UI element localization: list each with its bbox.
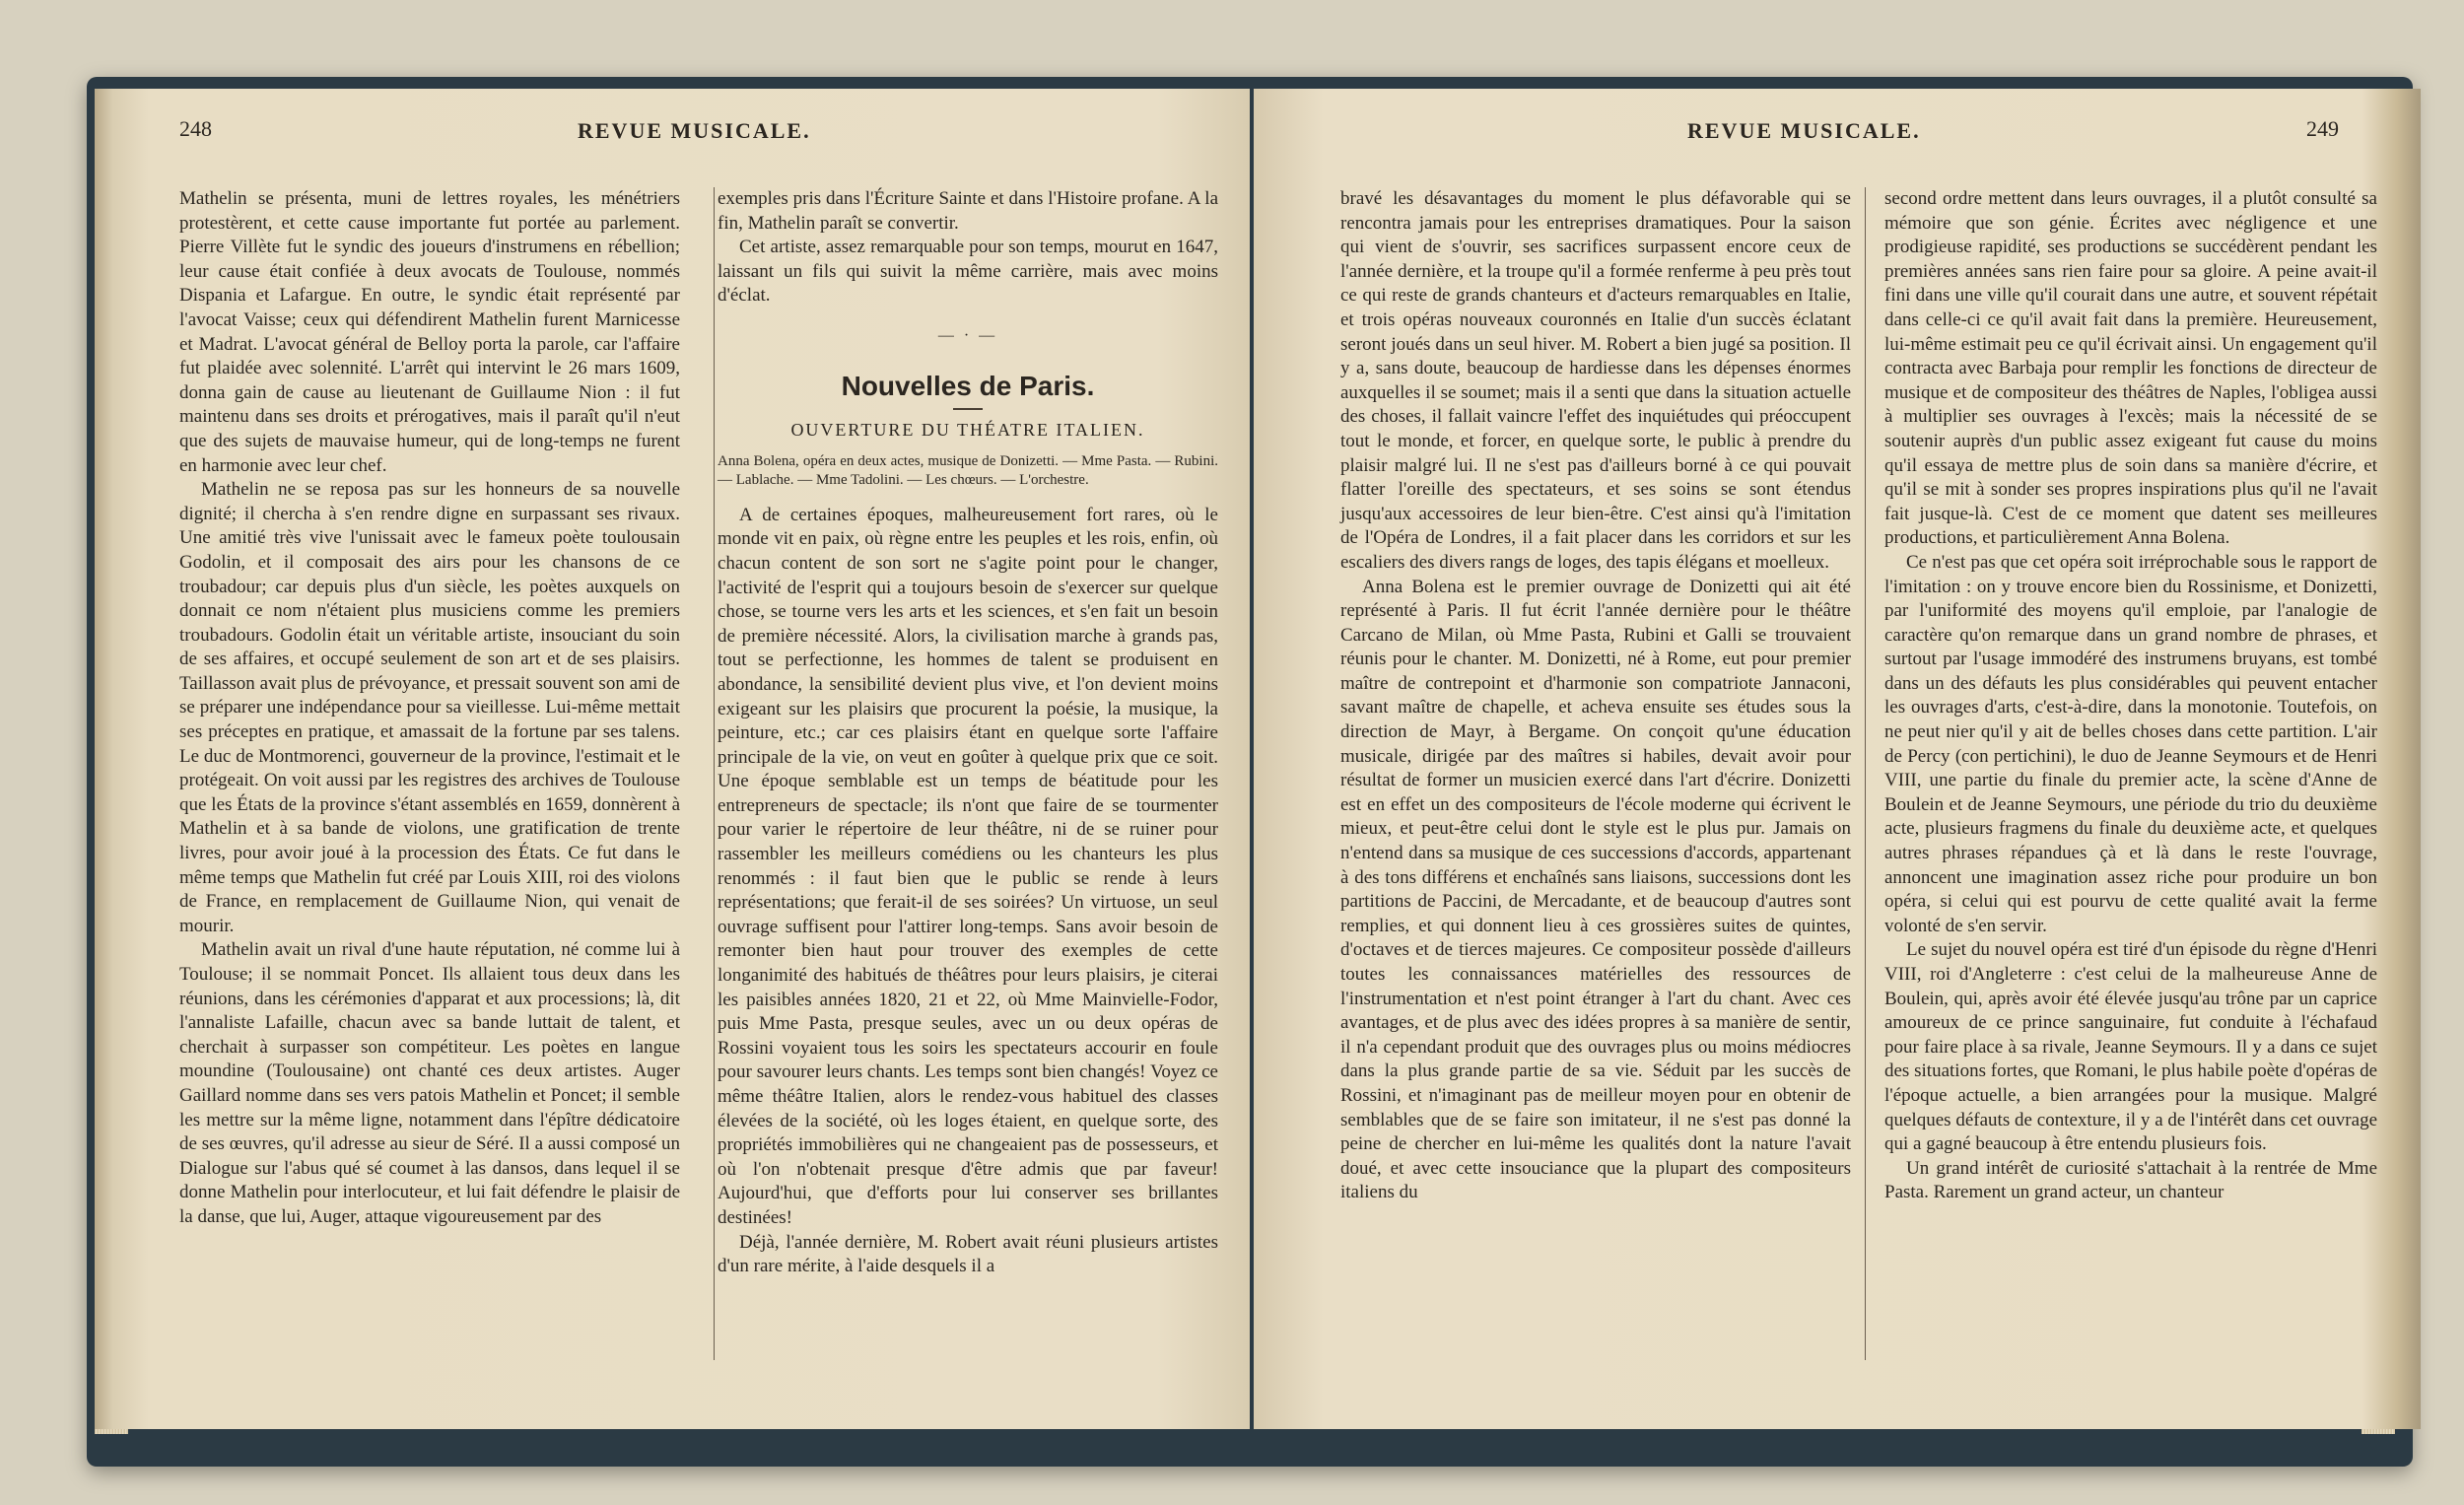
- paragraph: A de certaines époques, malheureusement fort rares, où le monde vit en paix, où règne entre les peuples et les rois, enfin, où chacun content de son sort ne s'agite point pour le changer, l'activité de l'esprit qui a toujours besoin de s'exercer sur quelque chose, se tourne vers les arts et les sciences, et s'en fait un besoin de première nécessité. Alors, la civilisation marche à grands pas, tout se perfectionne, les hommes de talent se produisent en abondance, la sensibilité devient plus vive, et l'on devient moins exigeant sur les plaisirs que procurent la poésie, la musique, la peinture, etc.; car ces plaisirs étant en quelque sorte l'affaire principale de la vie, on veut en goûter à quelque prix que ce soit. Une époque semblable est un temps de béatitude pour les entrepreneurs de spectacle; ils n'ont que faire de se tourmenter pour varier le répertoire de leur théâtre, ni de se ruiner pour rassembler les meilleurs comédiens ou les chanteurs les plus renommés : il faut bien que le public se rende à leurs représentations; que ferait-il de ses soirées? Un virtuose, un seul ouvrage suffisent pour l'attirer long-temps. Sans avoir besoin de remonter bien haut pour trouver des exemples de cette longanimité des habitués de théâtres pour leurs plaisirs, je citerai les paisibles années 1820, 21 et 22, où Mme Mainvielle-Fodor, puis Mme Pasta, presque seules, avec un ou deux opéras de Rossini voyaient tous les soirs les spectateurs accourir en foule pour savourer leurs chants. Les temps sont bien changés! Voyez ce même théâtre Italien, alors le rendez-vous habituel des classes élevées de la société, où les loges étaient, en quelque sorte, des propriétés immobilières qui ne changeaient pas de possesseurs, et où l'on n'obtenait presque d'être admis que par faveur! Aujourd'hui, que d'efforts pour lui conserver ses brillantes destinées!: [718, 504, 1218, 1228]
- paragraph: Mathelin se présenta, muni de lettres royales, les ménétriers protestèrent, et cette cause importante fut portée au parlement. Pierre Villète fut le syndic des joueurs d'instrumens en rébellion; leur cause était confiée à deux avocats de Toulouse, nommés Dispania et Lafargue. En outre, le syndic était représenté par l'avocat Vaisse; ceux qui défendirent Mathelin furent Marnicesse et Madrat. L'avocat général de Belloy porta la parole, car l'affaire fut plaidée avec solennité. L'arrêt qui intervint le 26 mars 1609, donna gain de cause au lieutenant de Guillaume Nion : il fut maintenu dans ses droits et prérogatives, mais il paraît qu'il n'eut que des sujets de mauvaise humeur, qui de long-temps ne furent en harmonie avec leur chef.: [179, 188, 680, 476]
- running-header: REVUE MUSICALE.: [1687, 118, 1921, 143]
- ornament-divider: — · —: [937, 326, 998, 344]
- paragraph: Anna Bolena est le premier ouvrage de Donizetti qui ait été représenté à Paris. Il fut écrit l'année dernière pour le théâtre Carcano de Milan, où Mme Pasta, Rubini et Galli se trouvaient réunis pour le chanter. M. Donizetti, né à Rome, eut pour premier maître de contrepoint et d'harmonie son compatriote Jannaconi, savant maître de chapelle, et acheva ensuite ses études sous la direction de Mayr, à Bergame. On conçoit qu'une éducation musicale, dirigée par des maîtres si habiles, devait avoir pour résultat de former un musicien exercé dans l'art d'écrire. Donizetti est en effet un des compositeurs de l'école moderne qui écrivent le mieux, et peut-être celui dont le style est le plus pur. Jamais on n'entend dans sa musique de ces successions d'accords, appartenant à des tons différens et enchaînés sans liaisons, successions dont les partitions de Paccini, de Mercadante, et de beaucoup d'autres sont remplies, et qui donnent lieu à ces grossières suites de quintes, d'octaves et de tierces majeures. Ce compositeur possède d'ailleurs toutes les connaissances matérielles des ressources de l'instrumentation et n'est point étranger à l'art du chant. Avec ces avantages, et de plus avec des idées propres à sa manière de sentir, il n'a cependant produit que des ouvrages plus ou moins médiocres dans la plus grande partie de sa vie. Séduit par les succès de Rossini, et n'imaginant pas de meilleur moyen pour en obtenir de semblables que de se faire son imitateur, il ne s'est pas donné la peine de chercher en lui-même les qualités dont la nature l'avait doué, et avec cette insouciance que la plupart des compositeurs italiens du: [1340, 576, 1851, 1203]
- section-subtitle: OUVERTURE DU THÉATRE ITALIEN.: [790, 420, 1145, 441]
- paragraph: Le sujet du nouvel opéra est tiré d'un épisode du règne d'Henri VIII, roi d'Angleterre : c'est celui de la malheureuse Anne de Boulein, qui, après avoir été élevée jusqu'au trône par un caprice amoureux de ce prince sanguinaire, fut conduite à l'échafaud pour faire place à sa rivale, Jeanne Seymours. Il y a dans ce sujet des situations fortes, que Romani, le plus habile poète d'opéras de l'époque actuelle, a bien arrangées pour la musique. Malgré quelques défauts de contexture, il y a de l'intérêt dans cet ouvrage qui a gagné beaucoup à être entendu plusieurs fois.: [1884, 939, 2377, 1155]
- column-divider: [1865, 187, 1866, 1360]
- title-rule: [953, 408, 983, 410]
- cast-note: Anna Bolena, opéra en deux actes, musique de Donizetti. — Mme Pasta. — Rubini. — Lablache. — Mme Tadolini. — Les chœurs. — L'orchestre.: [718, 452, 1218, 488]
- right-page: [1254, 89, 2421, 1429]
- running-header: REVUE MUSICALE.: [578, 118, 811, 143]
- paragraph: Déjà, l'année dernière, M. Robert avait réuni plusieurs artistes d'un rare mérite, à l'aide desquels il a: [718, 1231, 1218, 1277]
- paragraph: Ce n'est pas que cet opéra soit irréprochable sous le rapport de l'imitation : on y trouve encore bien du Rossinisme, et Donizetti, par l'uniformité des moyens qu'il emploie, par l'analogie de caractère qu'on remarque dans un grand nombre de phrases, et surtout par l'usage immodéré des instrumens bruyans, est tombé dans un des défauts les plus considérables qui peuvent entacher les ouvrages d'arts, c'est-à-dire, dans la monotonie. Toutefois, on ne peut nier qu'il y ait de belles choses dans cette partition. L'air de Percy (con pertichini), le duo de Jeanne Seymours et de Henri VIII, une partie du finale du premier acte, la scène d'Anne de Boulein et de Jeanne Seymours, une période du trio du deuxième acte, plusieurs fragmens du finale du deuxième acte, et quelques autres phrases répandues çà et là dans le reste l'ouvrage, annoncent une imagination assez riche pour produire un bon opéra, si celui qui est pourvu de cette qualité avait la ferme volonté de s'en servir.: [1884, 551, 2377, 936]
- paragraph: second ordre mettent dans leurs ouvrages, il a plutôt consulté sa mémoire que son génie. Écrites avec négligence et une prodigieuse rapidité, ses productions se succédèrent pendant les premières années sans rien faire pour sa gloire. A peine avait-il fini dans une ville qu'il courait dans une autre, et souvent répétait dans celle-ci ce qu'il avait fait dans la première. Heureusement, lui-même estimait peu ce qu'il écrivait ainsi. Un engagement qu'il contracta avec Barbaja pour remplir les fonctions de directeur de musique et de compositeur des théâtres de Naples, l'obligea aussi à multiplier ses ouvrages à l'excès; mais la nécessité de se soutenir auprès d'un public assez exigeant fut cause du moins qu'il essaya de mettre plus de soin dans sa manière d'écrire, et qu'il se mit à sonder ses propres inspirations plus qu'il ne l'avait fait jusque-là. C'est de ce moment que datent ses meilleures productions, et particulièrement Anna Bolena.: [1884, 188, 2377, 549]
- section-title: Nouvelles de Paris.: [841, 370, 1095, 401]
- paragraph: exemples pris dans l'Écriture Sainte et dans l'Histoire profane. A la fin, Mathelin paraît se convertir.: [718, 188, 1218, 234]
- left-page: [95, 89, 1250, 1429]
- paragraph: Cet artiste, assez remarquable pour son temps, mourut en 1647, laissant un fils qui suivit la même carrière, mais avec moins d'éclat.: [718, 237, 1218, 307]
- column-2: [718, 187, 1218, 1279]
- page-number: 249: [2306, 116, 2339, 141]
- column-divider: [714, 187, 715, 1360]
- paragraph: Mathelin avait un rival d'une haute réputation, né comme lui à Toulouse; il se nommait Poncet. Ils allaient tous deux dans les réunions, dans les cérémonies d'apparat et aux processions; là, dit l'annaliste Lafaille, chacun avec sa bande luttait de talent, et cherchait à surpasser son compétiteur. Les poètes en langue moundine (Toulousaine) ont chanté ces deux artistes. Auger Gaillard nomme dans ses vers patois Mathelin et Poncet; il semble les mettre sur la même ligne, notamment dans l'épître dédicatoire de ses œuvres, qu'il adresse au sieur de Séré. Il a aussi composé un Dialogue sur l'abus qué sé coumet à las dansos, dans lequel il se donne Mathelin pour interlocuteur, et lui fait défendre le plaisir de la danse, que lui, Auger, attaque vigoureusement par des: [179, 939, 680, 1227]
- paragraph: Un grand intérêt de curiosité s'attachait à la rentrée de Mme Pasta. Rarement un grand acteur, un chanteur: [1884, 1157, 2377, 1203]
- paragraph: bravé les désavantages du moment le plus défavorable qui se rencontra jamais pour les entreprises dramatiques. Pour la saison qui vient de s'ouvrir, ses sacrifices surpassent encore ceux de l'année dernière, et la troupe qu'il a formée renferme à peu près tout ce qui reste de grands chanteurs et d'acteurs remarquables en Italie, et trois opéras nouveaux couronnés en Italie d'un succès éclatant seront joués dans un seul hiver. M. Robert a bien jugé sa position. Il y a, sans doute, beaucoup de hardiesse dans les dépenses énormes auxquelles il se soumet; mais il a senti que dans la situation actuelle des choses, il fallait vaincre l'effet des inquiétudes qui préoccupent tout le monde, et forcer, en quelque sorte, le public à prendre du plaisir malgré lui. Il ne s'est pas d'ailleurs borné à ce qui pouvait flatter l'oreille des spectateurs, et ses soins se sont étendus jusqu'aux accessoires de leur bien-être. C'est ainsi qu'à l'imitation de l'Opéra de Londres, il a fait placer dans les corridors et sur les escaliers des divers rangs de loges, des tapis élégans et moelleux.: [1340, 188, 1851, 573]
- column-1: [179, 187, 680, 1230]
- column-2: [1884, 187, 2377, 1205]
- page-number: 248: [179, 116, 212, 141]
- paragraph: Mathelin ne se reposa pas sur les honneurs de sa nouvelle dignité; il chercha à s'en rendre digne en surpassant ses rivaux. Une amitié très vive l'unissait avec le fameux poète toulousain Godolin, et il composait des airs pour les chansons de ce troubadour; car depuis plus d'un siècle, les poètes auxquels on donnait ce nom n'étaient plus musiciens comme les premiers troubadours. Godolin était un véritable artiste, insouciant du soin de ses affaires, et occupé seulement de son art et de ses plaisirs. Taillasson avait plus de prévoyance, et pressait souvent son ami de se préparer une indépendance pour sa vieillesse. Lui-même mettait ses préceptes en pratique, et amassait de la fortune par ses talens. Le duc de Montmorenci, gouverneur de la province, l'estimait et le protégeait. On voit aussi par les registres des archives de Toulouse que les États de la province s'étant assemblés en 1659, donnèrent à Mathelin et à sa bande de violons, une gratification de trente livres, pour avoir joué à la procession des États. Ce fut dans le même temps que Mathelin fut créé par Louis XIII, roi des violons de France, en remplacement de Guillaume Nion, qui venait de mourir.: [179, 479, 680, 936]
- column-1: [1340, 187, 1851, 1205]
